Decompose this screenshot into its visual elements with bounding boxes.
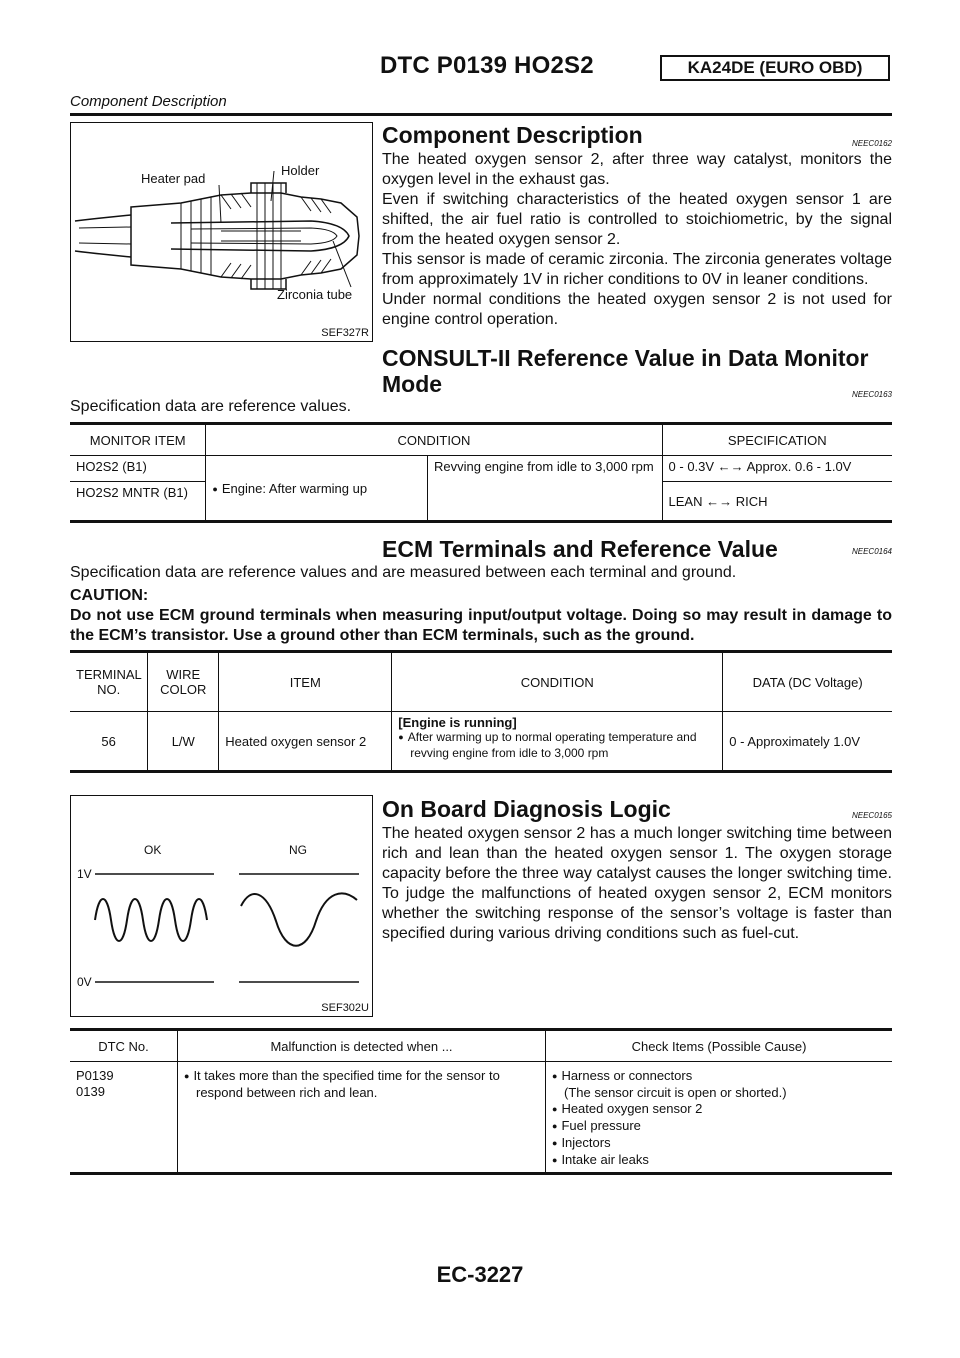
table-cell-monitor-item: HO2S2 MNTR (B1) bbox=[76, 485, 188, 500]
waveform-figure bbox=[70, 795, 373, 1017]
table-cell-wire-color: L/W bbox=[148, 712, 219, 772]
figure-code-sef302u: SEF302U bbox=[321, 1002, 369, 1014]
page-number: EC-3227 bbox=[436, 1262, 524, 1287]
table-cell-condition bbox=[206, 456, 428, 522]
ecm-terminals-table bbox=[70, 650, 892, 773]
diagnosis-logic-section bbox=[382, 796, 892, 944]
table-header: CONDITION bbox=[206, 424, 662, 456]
caution-title: CAUTION: bbox=[70, 587, 149, 604]
caution-text: Do not use ECM ground terminals when measuring input/output voltage. Doing so may result in damage to the ECM’s transistor. Use a ground other than ECM terminals, such as the ground. bbox=[70, 607, 892, 644]
engine-badge: KA24DE (EURO OBD) bbox=[660, 55, 890, 81]
paragraph: Even if switching characteristics of the heated oxygen sensor 1 are shifted, the air fuel ratio is controlled to stoichiometric, by the signal from the heated oxygen sensor 2. bbox=[382, 191, 892, 248]
consult-intro-text: Specification data are reference values. bbox=[70, 398, 352, 415]
malfunction-text: ● It takes more than the specified time for the sensor to respond between rich and lean. bbox=[184, 1068, 539, 1101]
consult-reference-heading bbox=[382, 345, 892, 397]
ng-label: NG bbox=[289, 843, 307, 857]
sensor-cross-section-drawing bbox=[71, 123, 372, 341]
section-heading-consult-line1: CONSULT-II Reference Value in Data Monitor bbox=[382, 345, 869, 371]
ecm-terminals-heading bbox=[382, 536, 892, 562]
section-heading-consult-line2: Mode bbox=[382, 371, 443, 397]
section-heading-diagnosis-logic: On Board Diagnosis Logic bbox=[382, 796, 671, 822]
table-header: DATA (DC Voltage) bbox=[723, 652, 892, 712]
condition-text: ● Engine: After warming up bbox=[212, 481, 367, 496]
dtc-code: 0139 bbox=[76, 1084, 105, 1099]
sensor-diagram-figure bbox=[70, 122, 373, 342]
paragraph: Under normal conditions the heated oxygen sensor 2 is not used for engine control operation. bbox=[382, 291, 892, 328]
table-cell-monitor-item: HO2S2 (B1) bbox=[70, 456, 206, 482]
cause-item: ● Intake air leaks bbox=[552, 1152, 886, 1169]
table-cell-terminal: 56 bbox=[101, 733, 116, 749]
paragraph: This sensor is made of ceramic zirconia. The zirconia generates voltage from approximately 1V in richer conditions to 0V in leaner conditions. bbox=[382, 251, 892, 288]
section-heading-component-description: Component Description bbox=[382, 122, 643, 148]
table-cell-spec: LEAN ←→ RICH bbox=[662, 482, 892, 522]
component-description-section bbox=[382, 122, 892, 330]
table-cell-spec: 0 - 0.3V ←→ Approx. 0.6 - 1.0V bbox=[662, 456, 892, 482]
paragraph: The heated oxygen sensor 2, after three way catalyst, monitors the oxygen level in the exhaust gas. bbox=[382, 151, 892, 188]
table-header: TERMINAL NO. bbox=[70, 652, 148, 712]
cause-item: ● Fuel pressure bbox=[552, 1118, 886, 1135]
cause-item: ● Heated oxygen sensor 2 bbox=[552, 1101, 886, 1118]
table-cell-item: Heated oxygen sensor 2 bbox=[219, 712, 392, 772]
heater-pad-label: Heater pad bbox=[141, 171, 206, 186]
ecm-intro-text: Specification data are reference values and are measured between each terminal and ground. bbox=[70, 564, 737, 581]
cause-item: ● Harness or connectors bbox=[552, 1068, 886, 1085]
holder-label: Holder bbox=[281, 163, 320, 178]
section-code: NEEC0165 bbox=[851, 811, 892, 820]
caution-block bbox=[70, 586, 892, 646]
table-header: SPECIFICATION bbox=[662, 424, 892, 456]
table-header: ITEM bbox=[219, 652, 392, 712]
condition-text: ● After warming up to normal operating temperature and revving engine from idle to 3,000 rpm bbox=[398, 730, 716, 761]
table-header: MONITOR ITEM bbox=[70, 424, 206, 456]
cause-note: (The sensor circuit is open or shorted.) bbox=[564, 1085, 787, 1100]
condition-title: [Engine is running] bbox=[398, 715, 517, 730]
table-cell-condition bbox=[392, 712, 723, 772]
table-header: WIRE COLOR bbox=[148, 652, 219, 712]
table-cell-dtc bbox=[70, 1062, 178, 1174]
voltage-1v-label: 1V bbox=[77, 867, 92, 881]
table-cell-data: 0 - Approximately 1.0V bbox=[723, 712, 892, 772]
table-header: Malfunction is detected when ... bbox=[178, 1030, 546, 1062]
ok-ng-waveform-drawing bbox=[71, 796, 372, 1016]
section-code: NEEC0164 bbox=[851, 547, 892, 556]
dtc-table bbox=[70, 1028, 892, 1175]
section-heading-ecm-terminals: ECM Terminals and Reference Value bbox=[382, 536, 778, 562]
paragraph: The heated oxygen sensor 2 has a much longer switching time between rich and lean than the heated oxygen sensor 1. The oxygen storage capacity before the three way catalyst causes the longer switching time. To judge the malfunctions of heated oxygen sensor 2, ECM monitors whether the switching response of the sensor’s voltage is faster than specified during various driving conditions such as fuel-cut. bbox=[382, 825, 892, 942]
zirconia-tube-label: Zirconia tube bbox=[277, 287, 353, 302]
figure-code-sef327r: SEF327R bbox=[321, 327, 369, 339]
table-cell-malfunction bbox=[178, 1062, 546, 1174]
ok-label: OK bbox=[144, 843, 162, 857]
cause-item: ● Injectors bbox=[552, 1135, 886, 1152]
table-cell-causes bbox=[546, 1062, 893, 1174]
table-header: CONDITION bbox=[392, 652, 723, 712]
dtc-code: P0139 bbox=[76, 1068, 114, 1083]
table-header: DTC No. bbox=[70, 1030, 178, 1062]
consult-reference-table bbox=[70, 422, 892, 523]
table-cell-condition-detail: Revving engine from idle to 3,000 rpm bbox=[428, 456, 663, 522]
section-code: NEEC0162 bbox=[851, 139, 892, 148]
voltage-0v-label: 0V bbox=[77, 975, 92, 989]
page-header-title: DTC P0139 HO2S2 bbox=[380, 52, 594, 79]
page-header-subtitle: Component Description bbox=[70, 93, 227, 110]
table-header: Check Items (Possible Cause) bbox=[546, 1030, 893, 1062]
header-rule bbox=[70, 113, 892, 116]
section-code: NEEC0163 bbox=[851, 390, 892, 399]
